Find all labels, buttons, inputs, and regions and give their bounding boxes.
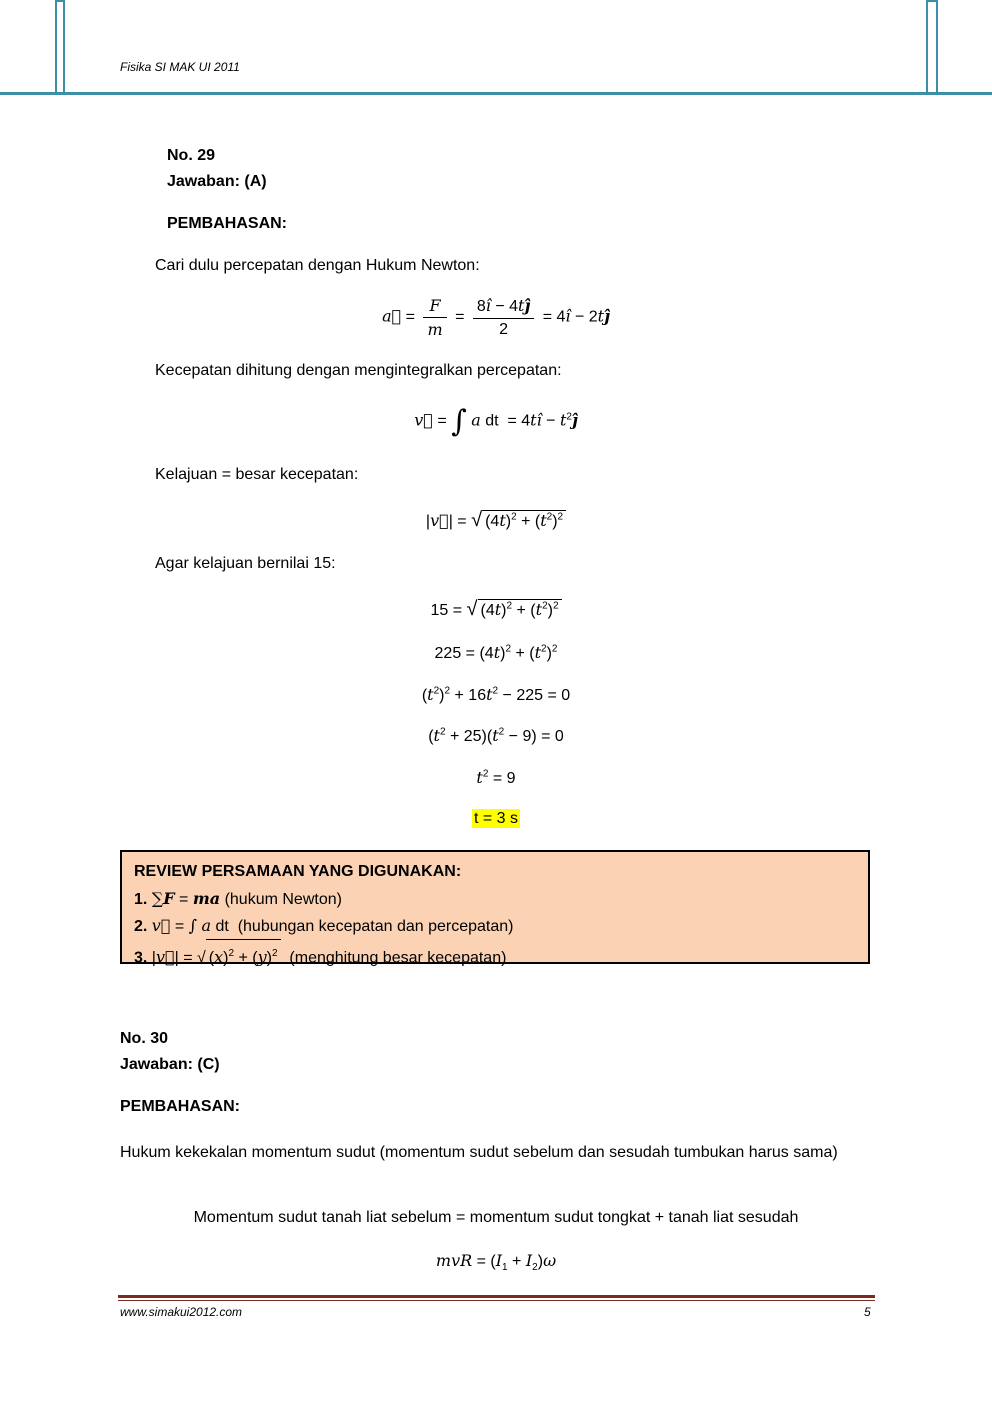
header-right-post (926, 0, 938, 94)
review-item-2: 2. v⃗ = ∫ a dt (hubungan kecepatan dan percepatan) (134, 916, 514, 935)
review-item-1-desc: (hukum Newton) (224, 891, 342, 908)
q30-step1: Hukum kekekalan momentum sudut (momentum sudut sebelum dan sesudah tumbukan harus sama) (120, 1144, 838, 1161)
footer-url: www.simakui2012.com (120, 1305, 243, 1319)
q30-number: No. 30 (120, 1030, 169, 1047)
header-rule (0, 92, 992, 95)
review-item-3-desc: (menghitung besar kecepatan) (289, 949, 507, 967)
review-title: REVIEW PERSAMAAN YANG DIGUNAKAN: (134, 863, 462, 880)
review-box (120, 850, 870, 967)
q29-step2: Kecepatan dihitung dengan mengintegralkan percepatan: (155, 362, 562, 379)
q30-statement: Momentum sudut tanah liat sebelum = momentum sudut tongkat + tanah liat sesudah (193, 1209, 799, 1226)
result-highlight: t = 3 s (473, 810, 519, 827)
equation-result (0, 810, 992, 828)
equation-line4: $(t^2 + 25)(t^2 - 9) = 0$ (428, 726, 564, 745)
q30-discussion-heading: PEMBAHASAN: (120, 1098, 240, 1115)
equation-line5: $t^2 = 9$ (476, 768, 516, 787)
q29-discussion-heading: PEMBAHASAN: (167, 215, 287, 232)
review-item-2-desc: (hubungan kecepatan dan percepatan) (237, 918, 514, 935)
header-left-post (55, 0, 65, 94)
q29-step4: Agar kelajuan bernilai 15: (155, 555, 336, 572)
q30-answer: Jawaban: (C) (120, 1056, 220, 1073)
footer-rule-thin (118, 1300, 875, 1301)
equation-angular-momentum: mvR = $(I_1 + I_2)\omega$ (435, 1251, 557, 1274)
footer-rule-thick (118, 1295, 875, 1298)
equation-line1: 15 = √ $(4t)^2 + (t^2)^2$ (0, 598, 992, 621)
review-item-1: 1. ∑F = ma (hukum Newton) (134, 889, 342, 908)
header-text: Fisika SI MAK UI 2011 (120, 60, 240, 74)
equation-acceleration: a⃗ = $\frac{F}{m}$ = $\frac{8î - 4tĵ}{2}$ = 4î − 2tĵ (382, 296, 610, 339)
equation-line2: $225 = (4t)^2 + (t^2)^2$ (434, 643, 558, 662)
equation-velocity: v⃗ = ∫ a dt = 4tî − $t^2ĵ$ (414, 404, 578, 439)
footer-page-number: 5 (864, 1305, 871, 1319)
q29-step3: Kelajuan = besar kecepatan: (155, 466, 359, 483)
q29-number: No. 29 (167, 147, 216, 164)
review-item-3: 3. |v⃗| = √ $(x)^2 + (y)^2$ (menghitung besar kecepatan) (134, 939, 856, 966)
equation-speed: |v⃗| = √ $(4t)^2 + (t^2)^2$ (0, 509, 992, 532)
q29-answer: Jawaban: (A) (167, 173, 267, 190)
equation-line3: $(t^2)^2 + 16t^2 - 225 = 0$ (421, 685, 571, 704)
q29-step1: Cari dulu percepatan dengan Hukum Newton: (155, 257, 480, 274)
